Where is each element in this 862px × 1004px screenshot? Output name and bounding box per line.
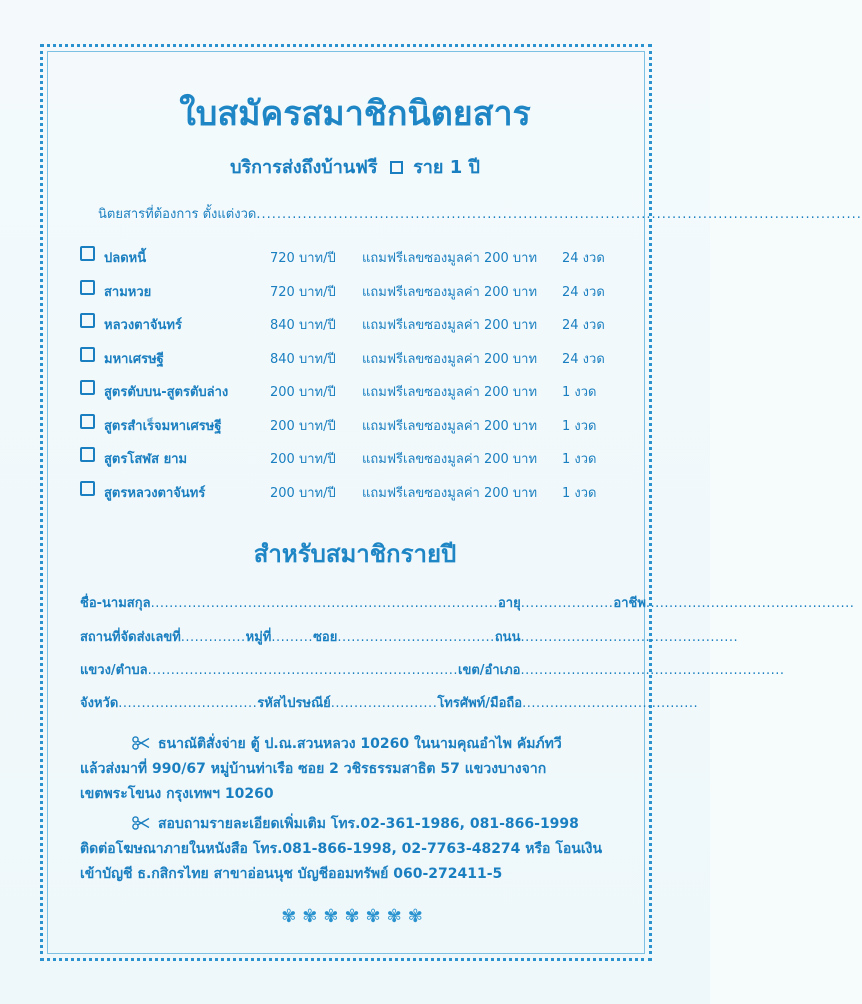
contact-instructions <box>80 812 640 887</box>
plan-bonus: แถมฟรีเลขซองมูลค่า 200 บาท <box>362 318 538 333</box>
form-title: ใบสมัครสมาชิกนิตยสาร <box>179 94 531 134</box>
phone-label: โทรศัพท์/มือถือ <box>437 696 523 711</box>
road-field[interactable]: ............................................... <box>520 630 739 645</box>
plan-issues: 24 งวด <box>562 318 605 333</box>
plan-row <box>80 378 620 412</box>
plan-price: 200 บาท/ปี <box>270 418 336 434</box>
plan-bonus: แถมฟรีเลขซองมูลค่า 200 บาท <box>362 351 538 367</box>
postcode-field[interactable]: ....................... <box>330 696 438 711</box>
plan-bonus: แถมฟรีเลขซองมูลค่า 200 บาท <box>362 284 538 300</box>
subtitle-prefix: บริการส่งถึงบ้านฟรี <box>230 157 378 178</box>
moo-field[interactable]: ......... <box>271 630 314 645</box>
plan-row <box>80 244 620 278</box>
plan-price: 720 บาท/ปี <box>270 284 336 300</box>
plan-bonus: แถมฟรีเลขซองมูลค่า 200 บาท <box>362 385 538 400</box>
age-field[interactable]: .................... <box>520 596 614 611</box>
plan-name: สูตรโสฬส ยาม <box>104 452 188 467</box>
payment-instructions <box>80 732 640 807</box>
phone-field[interactable]: ...................................... <box>522 696 699 711</box>
plan-name: สามหวย <box>104 284 152 300</box>
plan-price: 840 บาท/ปี <box>270 318 336 333</box>
province-field[interactable]: .............................. <box>118 696 258 711</box>
soi-field[interactable]: .................................. <box>337 630 495 645</box>
form-line-name <box>80 592 855 613</box>
plan-name: หลวงตาจันทร์ <box>104 318 182 333</box>
plan-checkbox[interactable] <box>80 380 95 395</box>
plan-name: สูตรตับบน-สูตรตับล่าง <box>104 385 229 400</box>
plan-price: 200 บาท/ปี <box>270 485 336 501</box>
plan-row <box>80 345 620 379</box>
plan-row <box>80 479 620 513</box>
plan-issues: 1 งวด <box>562 452 597 467</box>
contact-line-2: ติดต่อโฆษณาภายในหนังสือ โทร.081-866-1998, 02-7763-48274 หรือ โอนเงิน <box>80 841 603 857</box>
contact-line-1 <box>80 812 640 837</box>
district-field[interactable]: ......................................................... <box>520 663 785 678</box>
plan-checkbox[interactable] <box>80 414 95 429</box>
plan-issues: 1 งวด <box>562 385 597 400</box>
plan-name: มหาเศรษฐี <box>104 351 164 367</box>
address-field[interactable]: .............. <box>180 630 246 645</box>
payment-line-3: เขตพระโขนง กรุงเทพฯ 10260 <box>80 786 274 802</box>
plan-row <box>80 278 620 312</box>
plan-price: 200 บาท/ปี <box>270 452 336 467</box>
plan-issues: 24 งวด <box>562 251 605 266</box>
plan-issues: 1 งวด <box>562 485 597 501</box>
age-label: อายุ <box>498 596 521 611</box>
plan-bonus: แถมฟรีเลขซองมูลค่า 200 บาท <box>362 251 538 266</box>
plan-checkbox[interactable] <box>80 280 95 295</box>
scissors-icon <box>132 816 150 830</box>
contact-line-3: เข้าบัญชี ธ.กสิกรไทย สาขาอ่อนนุช บัญชีออมทรัพย์ 060-272411-5 <box>80 866 503 882</box>
start-issue-field[interactable]: ...................................................................................................................... <box>256 207 862 222</box>
subtitle-option: ราย 1 ปี <box>413 157 480 178</box>
road-label: ถนน <box>494 630 521 645</box>
plan-price: 840 บาท/ปี <box>270 351 336 367</box>
form-line-address <box>80 626 739 647</box>
district-label: เขต/อำเภอ <box>458 663 521 678</box>
form-line-district <box>80 659 785 680</box>
subtitle <box>0 152 710 181</box>
plan-checkbox[interactable] <box>80 481 95 496</box>
scissors-icon <box>132 736 150 750</box>
plan-issues: 1 งวด <box>562 418 597 434</box>
start-issue-line <box>98 203 862 224</box>
plan-checkbox[interactable] <box>80 313 95 328</box>
one-year-checkbox[interactable] <box>390 161 403 174</box>
plan-row <box>80 311 620 345</box>
province-label: จังหวัด <box>80 696 119 711</box>
subdistrict-field[interactable]: ................................................................... <box>147 663 458 678</box>
flower-ornament: ✾✾✾✾✾✾✾ <box>281 906 429 927</box>
plan-checkbox[interactable] <box>80 347 95 362</box>
plan-bonus: แถมฟรีเลขซองมูลค่า 200 บาท <box>362 485 538 501</box>
plan-name: ปลดหนี้ <box>104 251 147 266</box>
contact-text-1: สอบถามรายละเอียดเพิ่มเติม โทร.02-361-1986, 081-866-1998 <box>158 816 579 832</box>
plan-row <box>80 445 620 479</box>
postcode-label: รหัสไปรษณีย์ <box>257 696 331 711</box>
occupation-field[interactable]: ............................................. <box>645 596 855 611</box>
plan-bonus: แถมฟรีเลขซองมูลค่า 200 บาท <box>362 452 538 467</box>
payment-text-1: ธนาณัติสั่งจ่าย ตู้ ป.ณ.สวนหลวง 10260 ในนามคุณอำไพ คัมภ์ทวี <box>158 736 562 752</box>
moo-label: หมู่ที่ <box>245 630 272 645</box>
subdistrict-label: แขวง/ตำบล <box>80 663 148 678</box>
payment-line-1 <box>80 732 640 757</box>
annual-member-heading: สำหรับสมาชิกรายปี <box>253 540 457 568</box>
plan-name: สูตรหลวงตาจันทร์ <box>104 485 206 501</box>
plan-checkbox[interactable] <box>80 246 95 261</box>
form-line-province <box>80 692 699 713</box>
plan-issues: 24 งวด <box>562 351 605 367</box>
address-label: สถานที่จัดส่งเลขที่ <box>80 630 181 645</box>
name-field[interactable]: ........................................................................... <box>150 596 498 611</box>
occupation-label: อาชีพ <box>613 596 646 611</box>
plan-price: 720 บาท/ปี <box>270 251 336 266</box>
plan-bonus: แถมฟรีเลขซองมูลค่า 200 บาท <box>362 418 538 434</box>
plan-checkbox[interactable] <box>80 447 95 462</box>
payment-line-2: แล้วส่งมาที่ 990/67 หมู่บ้านท่าเรือ ซอย 2 วชิรธรรมสาธิต 57 แขวงบางจาก <box>80 761 547 777</box>
plan-row <box>80 412 620 446</box>
plan-issues: 24 งวด <box>562 284 605 300</box>
start-issue-label: นิตยสารที่ต้องการ ตั้งแต่งวด <box>98 207 257 222</box>
plan-price: 200 บาท/ปี <box>270 385 336 400</box>
plan-name: สูตรสำเร็จมหาเศรษฐี <box>104 418 222 434</box>
soi-label: ซอย <box>313 630 338 645</box>
name-label: ชื่อ-นามสกุล <box>80 596 151 611</box>
magazine-plan-list <box>80 244 620 512</box>
